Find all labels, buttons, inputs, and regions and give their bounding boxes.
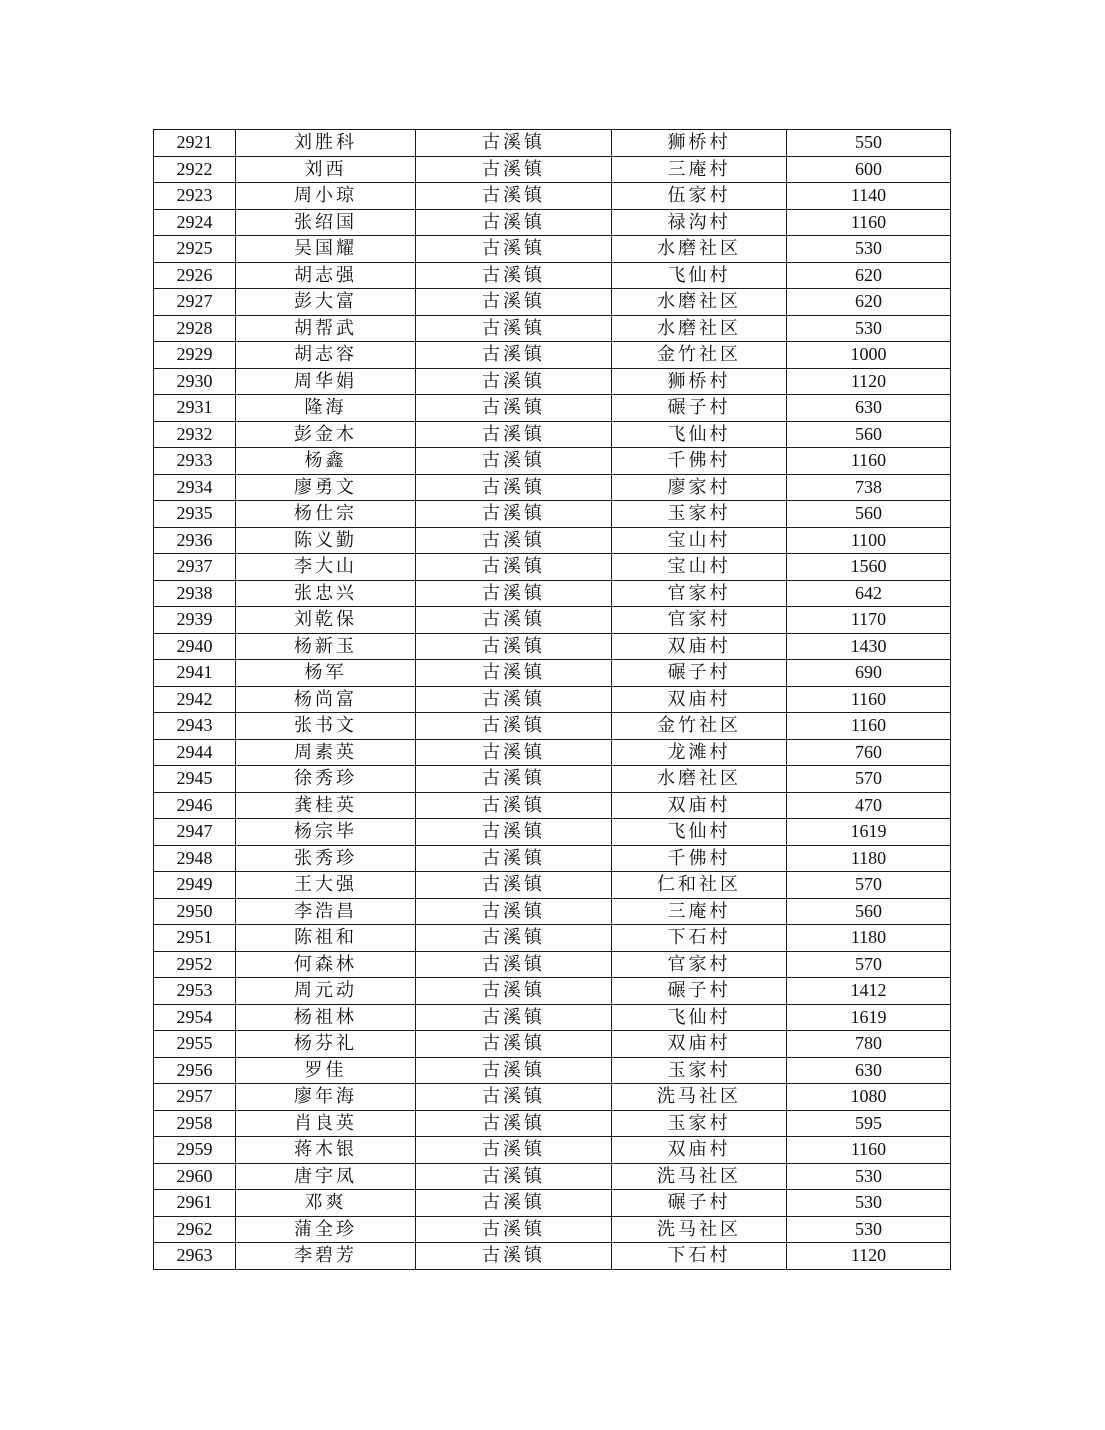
town-cell: 古溪镇: [416, 236, 612, 263]
village-cell: 洗马社区: [612, 1216, 787, 1243]
row-number-cell: 2935: [154, 501, 236, 528]
village-cell: 碾子村: [612, 978, 787, 1005]
village-cell: 下石村: [612, 1243, 787, 1270]
village-cell: 双庙村: [612, 792, 787, 819]
name-cell: 罗佳: [236, 1057, 416, 1084]
row-number-cell: 2927: [154, 289, 236, 316]
amount-cell: 1120: [787, 368, 951, 395]
town-cell: 古溪镇: [416, 739, 612, 766]
name-cell: 何森林: [236, 951, 416, 978]
row-number-cell: 2925: [154, 236, 236, 263]
amount-cell: 560: [787, 898, 951, 925]
row-number-cell: 2932: [154, 421, 236, 448]
village-cell: 水磨社区: [612, 236, 787, 263]
row-number-cell: 2955: [154, 1031, 236, 1058]
row-number-cell: 2934: [154, 474, 236, 501]
table-row: [154, 209, 951, 236]
village-cell: 三庵村: [612, 898, 787, 925]
name-cell: 龚桂英: [236, 792, 416, 819]
name-cell: 唐宇凤: [236, 1163, 416, 1190]
village-cell: 仁和社区: [612, 872, 787, 899]
town-cell: 古溪镇: [416, 951, 612, 978]
amount-cell: 1080: [787, 1084, 951, 1111]
table-row: [154, 1057, 951, 1084]
name-cell: 廖勇文: [236, 474, 416, 501]
table-row: [154, 130, 951, 157]
town-cell: 古溪镇: [416, 1190, 612, 1217]
amount-cell: 630: [787, 395, 951, 422]
name-cell: 蒋木银: [236, 1137, 416, 1164]
name-cell: 李浩昌: [236, 898, 416, 925]
row-number-cell: 2923: [154, 183, 236, 210]
amount-cell: 1100: [787, 527, 951, 554]
town-cell: 古溪镇: [416, 1216, 612, 1243]
row-number-cell: 2957: [154, 1084, 236, 1111]
row-number-cell: 2947: [154, 819, 236, 846]
row-number-cell: 2937: [154, 554, 236, 581]
name-cell: 陈义勤: [236, 527, 416, 554]
table-row: [154, 739, 951, 766]
row-number-cell: 2942: [154, 686, 236, 713]
town-cell: 古溪镇: [416, 607, 612, 634]
town-cell: 古溪镇: [416, 448, 612, 475]
table-row: [154, 289, 951, 316]
name-cell: 肖良英: [236, 1110, 416, 1137]
village-cell: 飞仙村: [612, 1004, 787, 1031]
village-cell: 水磨社区: [612, 766, 787, 793]
village-cell: 宝山村: [612, 527, 787, 554]
row-number-cell: 2933: [154, 448, 236, 475]
row-number-cell: 2940: [154, 633, 236, 660]
name-cell: 张绍国: [236, 209, 416, 236]
table-row: [154, 342, 951, 369]
row-number-cell: 2936: [154, 527, 236, 554]
amount-cell: 595: [787, 1110, 951, 1137]
row-number-cell: 2945: [154, 766, 236, 793]
table-row: [154, 660, 951, 687]
village-cell: 金竹社区: [612, 342, 787, 369]
amount-cell: 530: [787, 315, 951, 342]
table-row: [154, 474, 951, 501]
town-cell: 古溪镇: [416, 633, 612, 660]
table-row: [154, 925, 951, 952]
amount-cell: 1412: [787, 978, 951, 1005]
village-cell: 飞仙村: [612, 421, 787, 448]
table-row: [154, 1163, 951, 1190]
town-cell: 古溪镇: [416, 1110, 612, 1137]
name-cell: 胡志容: [236, 342, 416, 369]
village-cell: 双庙村: [612, 1137, 787, 1164]
table-row: [154, 580, 951, 607]
village-cell: 官家村: [612, 607, 787, 634]
town-cell: 古溪镇: [416, 1031, 612, 1058]
name-cell: 李碧芳: [236, 1243, 416, 1270]
village-cell: 双庙村: [612, 1031, 787, 1058]
name-cell: 彭金木: [236, 421, 416, 448]
amount-cell: 690: [787, 660, 951, 687]
town-cell: 古溪镇: [416, 209, 612, 236]
row-number-cell: 2926: [154, 262, 236, 289]
village-cell: 碾子村: [612, 1190, 787, 1217]
roster-table: [153, 129, 951, 1270]
name-cell: 周元动: [236, 978, 416, 1005]
name-cell: 杨新玉: [236, 633, 416, 660]
row-number-cell: 2956: [154, 1057, 236, 1084]
village-cell: 双庙村: [612, 686, 787, 713]
amount-cell: 1160: [787, 713, 951, 740]
table-row: [154, 872, 951, 899]
town-cell: 古溪镇: [416, 1057, 612, 1084]
amount-cell: 600: [787, 156, 951, 183]
row-number-cell: 2922: [154, 156, 236, 183]
table-row: [154, 554, 951, 581]
town-cell: 古溪镇: [416, 395, 612, 422]
amount-cell: 1000: [787, 342, 951, 369]
row-number-cell: 2938: [154, 580, 236, 607]
amount-cell: 620: [787, 289, 951, 316]
table-row: [154, 395, 951, 422]
row-number-cell: 2963: [154, 1243, 236, 1270]
name-cell: 吴国耀: [236, 236, 416, 263]
name-cell: 周华娟: [236, 368, 416, 395]
town-cell: 古溪镇: [416, 660, 612, 687]
row-number-cell: 2930: [154, 368, 236, 395]
row-number-cell: 2939: [154, 607, 236, 634]
amount-cell: 1619: [787, 819, 951, 846]
amount-cell: 1430: [787, 633, 951, 660]
name-cell: 胡帮武: [236, 315, 416, 342]
amount-cell: 760: [787, 739, 951, 766]
village-cell: 宝山村: [612, 554, 787, 581]
amount-cell: 470: [787, 792, 951, 819]
town-cell: 古溪镇: [416, 792, 612, 819]
name-cell: 杨军: [236, 660, 416, 687]
table-row: [154, 501, 951, 528]
amount-cell: 738: [787, 474, 951, 501]
town-cell: 古溪镇: [416, 501, 612, 528]
table-row: [154, 713, 951, 740]
village-cell: 官家村: [612, 951, 787, 978]
town-cell: 古溪镇: [416, 819, 612, 846]
name-cell: 隆海: [236, 395, 416, 422]
table-row: [154, 1190, 951, 1217]
name-cell: 胡志强: [236, 262, 416, 289]
village-cell: 狮桥村: [612, 368, 787, 395]
amount-cell: 1160: [787, 448, 951, 475]
table-row: [154, 236, 951, 263]
roster-table-body: [154, 130, 951, 1270]
village-cell: 下石村: [612, 925, 787, 952]
name-cell: 刘西: [236, 156, 416, 183]
town-cell: 古溪镇: [416, 845, 612, 872]
town-cell: 古溪镇: [416, 527, 612, 554]
table-row: [154, 1084, 951, 1111]
table-row: [154, 156, 951, 183]
town-cell: 古溪镇: [416, 183, 612, 210]
name-cell: 蒲全珍: [236, 1216, 416, 1243]
amount-cell: 642: [787, 580, 951, 607]
village-cell: 玉家村: [612, 501, 787, 528]
name-cell: 徐秀珍: [236, 766, 416, 793]
amount-cell: 570: [787, 872, 951, 899]
amount-cell: 530: [787, 236, 951, 263]
table-row: [154, 845, 951, 872]
row-number-cell: 2941: [154, 660, 236, 687]
amount-cell: 630: [787, 1057, 951, 1084]
row-number-cell: 2924: [154, 209, 236, 236]
name-cell: 杨芬礼: [236, 1031, 416, 1058]
name-cell: 杨祖林: [236, 1004, 416, 1031]
amount-cell: 1140: [787, 183, 951, 210]
table-row: [154, 633, 951, 660]
village-cell: 玉家村: [612, 1110, 787, 1137]
amount-cell: 1619: [787, 1004, 951, 1031]
amount-cell: 530: [787, 1163, 951, 1190]
row-number-cell: 2950: [154, 898, 236, 925]
row-number-cell: 2929: [154, 342, 236, 369]
village-cell: 洗马社区: [612, 1084, 787, 1111]
row-number-cell: 2959: [154, 1137, 236, 1164]
table-row: [154, 686, 951, 713]
village-cell: 千佛村: [612, 448, 787, 475]
name-cell: 彭大富: [236, 289, 416, 316]
amount-cell: 620: [787, 262, 951, 289]
village-cell: 水磨社区: [612, 289, 787, 316]
village-cell: 三庵村: [612, 156, 787, 183]
town-cell: 古溪镇: [416, 156, 612, 183]
village-cell: 碾子村: [612, 395, 787, 422]
name-cell: 邓爽: [236, 1190, 416, 1217]
row-number-cell: 2946: [154, 792, 236, 819]
village-cell: 飞仙村: [612, 819, 787, 846]
row-number-cell: 2958: [154, 1110, 236, 1137]
village-cell: 飞仙村: [612, 262, 787, 289]
table-row: [154, 766, 951, 793]
row-number-cell: 2960: [154, 1163, 236, 1190]
table-row: [154, 183, 951, 210]
name-cell: 王大强: [236, 872, 416, 899]
row-number-cell: 2954: [154, 1004, 236, 1031]
name-cell: 李大山: [236, 554, 416, 581]
amount-cell: 560: [787, 421, 951, 448]
village-cell: 碾子村: [612, 660, 787, 687]
row-number-cell: 2948: [154, 845, 236, 872]
amount-cell: 530: [787, 1190, 951, 1217]
town-cell: 古溪镇: [416, 686, 612, 713]
town-cell: 古溪镇: [416, 289, 612, 316]
village-cell: 双庙村: [612, 633, 787, 660]
amount-cell: 780: [787, 1031, 951, 1058]
table-row: [154, 527, 951, 554]
town-cell: 古溪镇: [416, 368, 612, 395]
row-number-cell: 2944: [154, 739, 236, 766]
town-cell: 古溪镇: [416, 474, 612, 501]
amount-cell: 1160: [787, 1137, 951, 1164]
amount-cell: 1160: [787, 209, 951, 236]
name-cell: 廖年海: [236, 1084, 416, 1111]
amount-cell: 1180: [787, 925, 951, 952]
town-cell: 古溪镇: [416, 1243, 612, 1270]
town-cell: 古溪镇: [416, 1004, 612, 1031]
table-row: [154, 951, 951, 978]
name-cell: 杨尚富: [236, 686, 416, 713]
town-cell: 古溪镇: [416, 713, 612, 740]
amount-cell: 570: [787, 951, 951, 978]
table-row: [154, 368, 951, 395]
town-cell: 古溪镇: [416, 766, 612, 793]
village-cell: 玉家村: [612, 1057, 787, 1084]
row-number-cell: 2961: [154, 1190, 236, 1217]
table-row: [154, 607, 951, 634]
town-cell: 古溪镇: [416, 421, 612, 448]
village-cell: 廖家村: [612, 474, 787, 501]
table-row: [154, 898, 951, 925]
row-number-cell: 2951: [154, 925, 236, 952]
amount-cell: 1170: [787, 607, 951, 634]
table-row: [154, 1004, 951, 1031]
name-cell: 杨鑫: [236, 448, 416, 475]
amount-cell: 550: [787, 130, 951, 157]
amount-cell: 1180: [787, 845, 951, 872]
name-cell: 刘乾保: [236, 607, 416, 634]
town-cell: 古溪镇: [416, 554, 612, 581]
name-cell: 张书文: [236, 713, 416, 740]
village-cell: 金竹社区: [612, 713, 787, 740]
village-cell: 千佛村: [612, 845, 787, 872]
amount-cell: 1120: [787, 1243, 951, 1270]
town-cell: 古溪镇: [416, 342, 612, 369]
name-cell: 周小琼: [236, 183, 416, 210]
town-cell: 古溪镇: [416, 898, 612, 925]
row-number-cell: 2921: [154, 130, 236, 157]
town-cell: 古溪镇: [416, 262, 612, 289]
row-number-cell: 2949: [154, 872, 236, 899]
village-cell: 狮桥村: [612, 130, 787, 157]
table-row: [154, 1243, 951, 1270]
table-row: [154, 1031, 951, 1058]
amount-cell: 570: [787, 766, 951, 793]
town-cell: 古溪镇: [416, 872, 612, 899]
amount-cell: 1560: [787, 554, 951, 581]
table-row: [154, 792, 951, 819]
village-cell: 水磨社区: [612, 315, 787, 342]
table-row: [154, 1216, 951, 1243]
name-cell: 陈祖和: [236, 925, 416, 952]
table-row: [154, 978, 951, 1005]
row-number-cell: 2952: [154, 951, 236, 978]
table-row: [154, 819, 951, 846]
name-cell: 杨仕宗: [236, 501, 416, 528]
amount-cell: 1160: [787, 686, 951, 713]
town-cell: 古溪镇: [416, 925, 612, 952]
table-row: [154, 1110, 951, 1137]
table-row: [154, 1137, 951, 1164]
town-cell: 古溪镇: [416, 1137, 612, 1164]
village-cell: 伍家村: [612, 183, 787, 210]
amount-cell: 560: [787, 501, 951, 528]
table-row: [154, 448, 951, 475]
name-cell: 张忠兴: [236, 580, 416, 607]
village-cell: 官家村: [612, 580, 787, 607]
row-number-cell: 2928: [154, 315, 236, 342]
town-cell: 古溪镇: [416, 315, 612, 342]
town-cell: 古溪镇: [416, 978, 612, 1005]
name-cell: 张秀珍: [236, 845, 416, 872]
town-cell: 古溪镇: [416, 130, 612, 157]
village-cell: 禄沟村: [612, 209, 787, 236]
table-row: [154, 262, 951, 289]
town-cell: 古溪镇: [416, 580, 612, 607]
table-row: [154, 315, 951, 342]
row-number-cell: 2953: [154, 978, 236, 1005]
town-cell: 古溪镇: [416, 1084, 612, 1111]
amount-cell: 530: [787, 1216, 951, 1243]
row-number-cell: 2931: [154, 395, 236, 422]
village-cell: 龙滩村: [612, 739, 787, 766]
row-number-cell: 2943: [154, 713, 236, 740]
village-cell: 洗马社区: [612, 1163, 787, 1190]
row-number-cell: 2962: [154, 1216, 236, 1243]
name-cell: 周素英: [236, 739, 416, 766]
town-cell: 古溪镇: [416, 1163, 612, 1190]
table-row: [154, 421, 951, 448]
name-cell: 杨宗毕: [236, 819, 416, 846]
name-cell: 刘胜科: [236, 130, 416, 157]
